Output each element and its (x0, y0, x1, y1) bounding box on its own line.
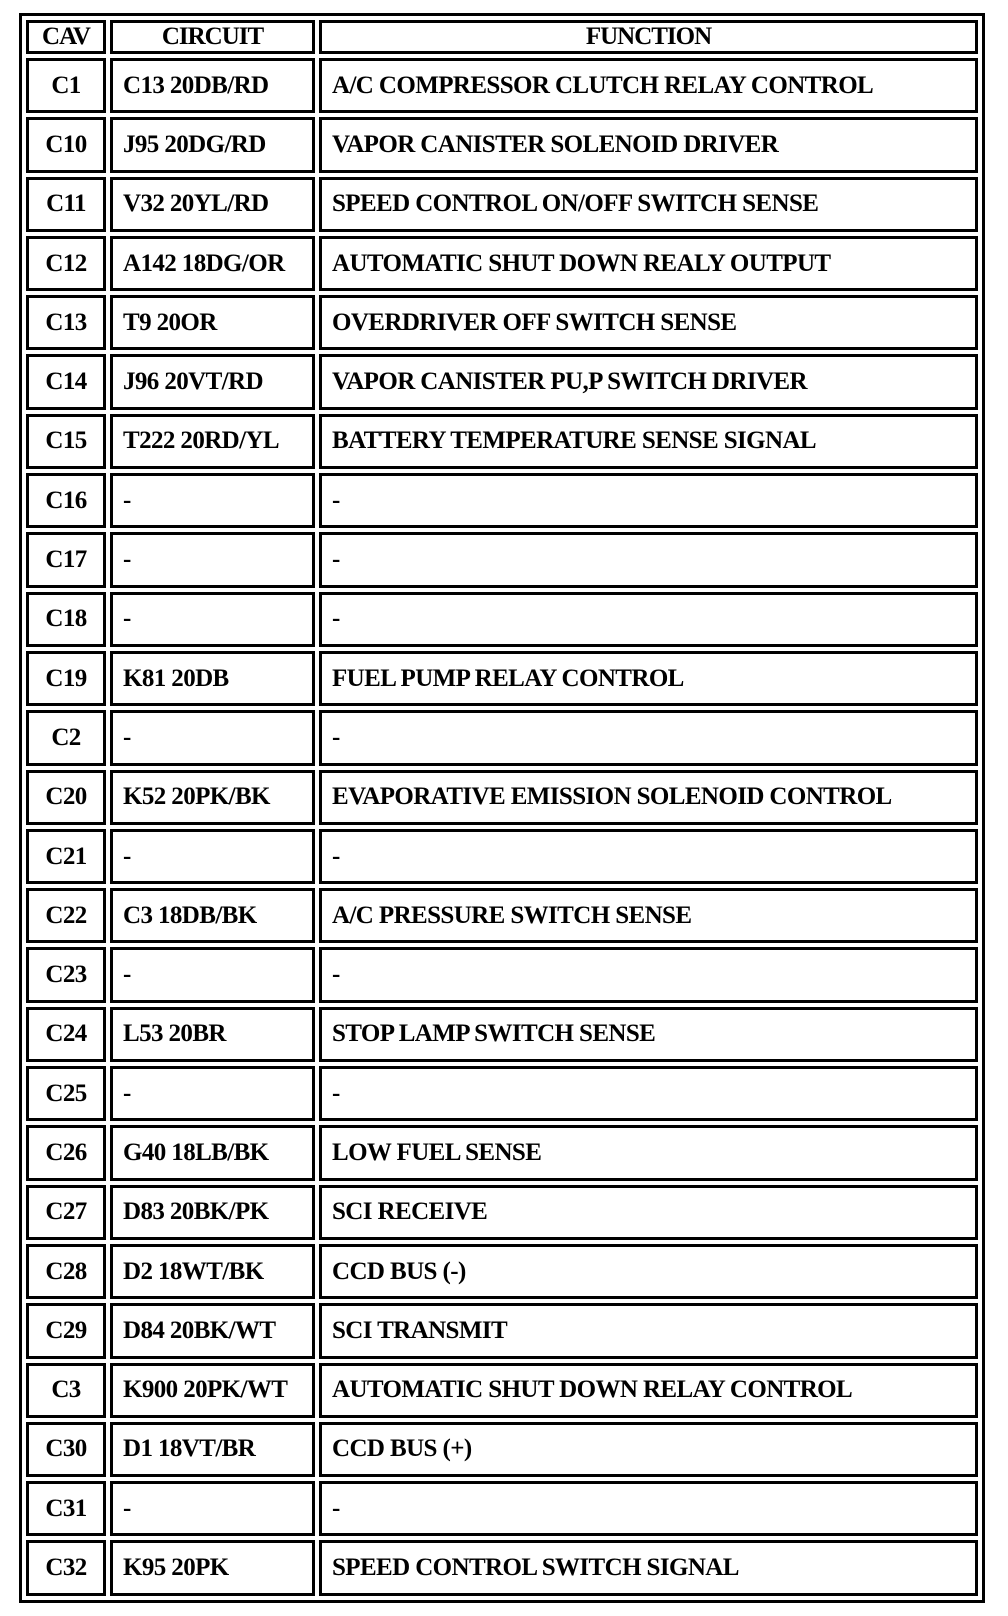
function-cell: - (319, 592, 978, 647)
circuit-cell: G40 18LB/BK (110, 1125, 315, 1180)
function-cell: A/C COMPRESSOR CLUTCH RELAY CONTROL (319, 58, 978, 113)
table-row (26, 1066, 978, 1121)
cav-cell: C25 (26, 1066, 106, 1121)
table-row (26, 1125, 978, 1180)
table-row (26, 1540, 978, 1596)
table-row (26, 710, 978, 765)
circuit-cell: C3 18DB/BK (110, 888, 315, 943)
function-cell: A/C PRESSURE SWITCH SENSE (319, 888, 978, 943)
circuit-cell: K95 20PK (110, 1540, 315, 1596)
table-body (26, 58, 978, 1596)
circuit-cell: L53 20BR (110, 1007, 315, 1062)
table-row (26, 177, 978, 232)
table-row (26, 829, 978, 884)
table-row (26, 473, 978, 528)
header-cav: CAV (26, 20, 106, 54)
table-row (26, 1007, 978, 1062)
table-row (26, 1244, 978, 1299)
function-cell: EVAPORATIVE EMISSION SOLENOID CONTROL (319, 770, 978, 825)
circuit-cell: - (110, 829, 315, 884)
function-cell: VAPOR CANISTER PU,P SWITCH DRIVER (319, 354, 978, 409)
table-row (26, 58, 978, 113)
function-cell: - (319, 473, 978, 528)
cav-cell: C19 (26, 651, 106, 706)
function-cell: CCD BUS (-) (319, 1244, 978, 1299)
function-cell: - (319, 710, 978, 765)
cav-cell: C23 (26, 947, 106, 1002)
cav-cell: C14 (26, 354, 106, 409)
circuit-cell: - (110, 947, 315, 1002)
cav-cell: C10 (26, 117, 106, 172)
table-row (26, 1185, 978, 1240)
function-cell: LOW FUEL SENSE (319, 1125, 978, 1180)
function-cell: VAPOR CANISTER SOLENOID DRIVER (319, 117, 978, 172)
cav-cell: C2 (26, 710, 106, 765)
circuit-cell: D84 20BK/WT (110, 1303, 315, 1358)
circuit-cell: - (110, 473, 315, 528)
cav-cell: C30 (26, 1422, 106, 1477)
function-cell: BATTERY TEMPERATURE SENSE SIGNAL (319, 414, 978, 469)
function-cell: AUTOMATIC SHUT DOWN RELAY CONTROL (319, 1363, 978, 1418)
cav-cell: C21 (26, 829, 106, 884)
circuit-cell: D1 18VT/BR (110, 1422, 315, 1477)
cav-cell: C3 (26, 1363, 106, 1418)
table-row (26, 354, 978, 409)
table-row (26, 117, 978, 172)
circuit-cell: - (110, 1481, 315, 1536)
circuit-cell: A142 18DG/OR (110, 236, 315, 291)
function-cell: STOP LAMP SWITCH SENSE (319, 1007, 978, 1062)
circuit-cell: K81 20DB (110, 651, 315, 706)
table-row (26, 1303, 978, 1358)
cav-cell: C29 (26, 1303, 106, 1358)
function-cell: FUEL PUMP RELAY CONTROL (319, 651, 978, 706)
circuit-cell: - (110, 1066, 315, 1121)
header-circuit: CIRCUIT (110, 20, 315, 54)
circuit-cell: J95 20DG/RD (110, 117, 315, 172)
cav-cell: C18 (26, 592, 106, 647)
table-row (26, 592, 978, 647)
cav-cell: C31 (26, 1481, 106, 1536)
function-cell: SCI RECEIVE (319, 1185, 978, 1240)
table-row (26, 947, 978, 1002)
cav-cell: C16 (26, 473, 106, 528)
circuit-cell: K52 20PK/BK (110, 770, 315, 825)
cav-cell: C27 (26, 1185, 106, 1240)
cav-cell: C1 (26, 58, 106, 113)
cav-cell: C26 (26, 1125, 106, 1180)
function-cell: SPEED CONTROL SWITCH SIGNAL (319, 1540, 978, 1596)
function-cell: - (319, 532, 978, 587)
table-row (26, 1481, 978, 1536)
function-cell: - (319, 829, 978, 884)
cav-cell: C15 (26, 414, 106, 469)
header-function: FUNCTION (319, 20, 978, 54)
table-row (26, 532, 978, 587)
cav-cell: C32 (26, 1540, 106, 1596)
cav-cell: C24 (26, 1007, 106, 1062)
function-cell: SPEED CONTROL ON/OFF SWITCH SENSE (319, 177, 978, 232)
function-cell: OVERDRIVER OFF SWITCH SENSE (319, 295, 978, 350)
circuit-cell: - (110, 532, 315, 587)
function-cell: - (319, 947, 978, 1002)
circuit-cell: D83 20BK/PK (110, 1185, 315, 1240)
circuit-cell: - (110, 710, 315, 765)
cav-cell: C12 (26, 236, 106, 291)
circuit-cell: V32 20YL/RD (110, 177, 315, 232)
table-row (26, 770, 978, 825)
circuit-cell: D2 18WT/BK (110, 1244, 315, 1299)
cav-cell: C22 (26, 888, 106, 943)
circuit-cell: T9 20OR (110, 295, 315, 350)
cav-cell: C20 (26, 770, 106, 825)
function-cell: AUTOMATIC SHUT DOWN REALY OUTPUT (319, 236, 978, 291)
table-row (26, 1363, 978, 1418)
table-row (26, 236, 978, 291)
function-cell: - (319, 1481, 978, 1536)
connector-pinout-table (22, 16, 982, 1600)
function-cell: - (319, 1066, 978, 1121)
table-row (26, 651, 978, 706)
table-row (26, 1422, 978, 1477)
table-row (26, 295, 978, 350)
function-cell: CCD BUS (+) (319, 1422, 978, 1477)
table-row (26, 888, 978, 943)
function-cell: SCI TRANSMIT (319, 1303, 978, 1358)
circuit-cell: T222 20RD/YL (110, 414, 315, 469)
circuit-cell: C13 20DB/RD (110, 58, 315, 113)
cav-cell: C11 (26, 177, 106, 232)
circuit-cell: - (110, 592, 315, 647)
cav-cell: C28 (26, 1244, 106, 1299)
circuit-cell: J96 20VT/RD (110, 354, 315, 409)
cav-cell: C13 (26, 295, 106, 350)
cav-cell: C17 (26, 532, 106, 587)
header-row (26, 20, 978, 54)
circuit-cell: K900 20PK/WT (110, 1363, 315, 1418)
table-row (26, 414, 978, 469)
